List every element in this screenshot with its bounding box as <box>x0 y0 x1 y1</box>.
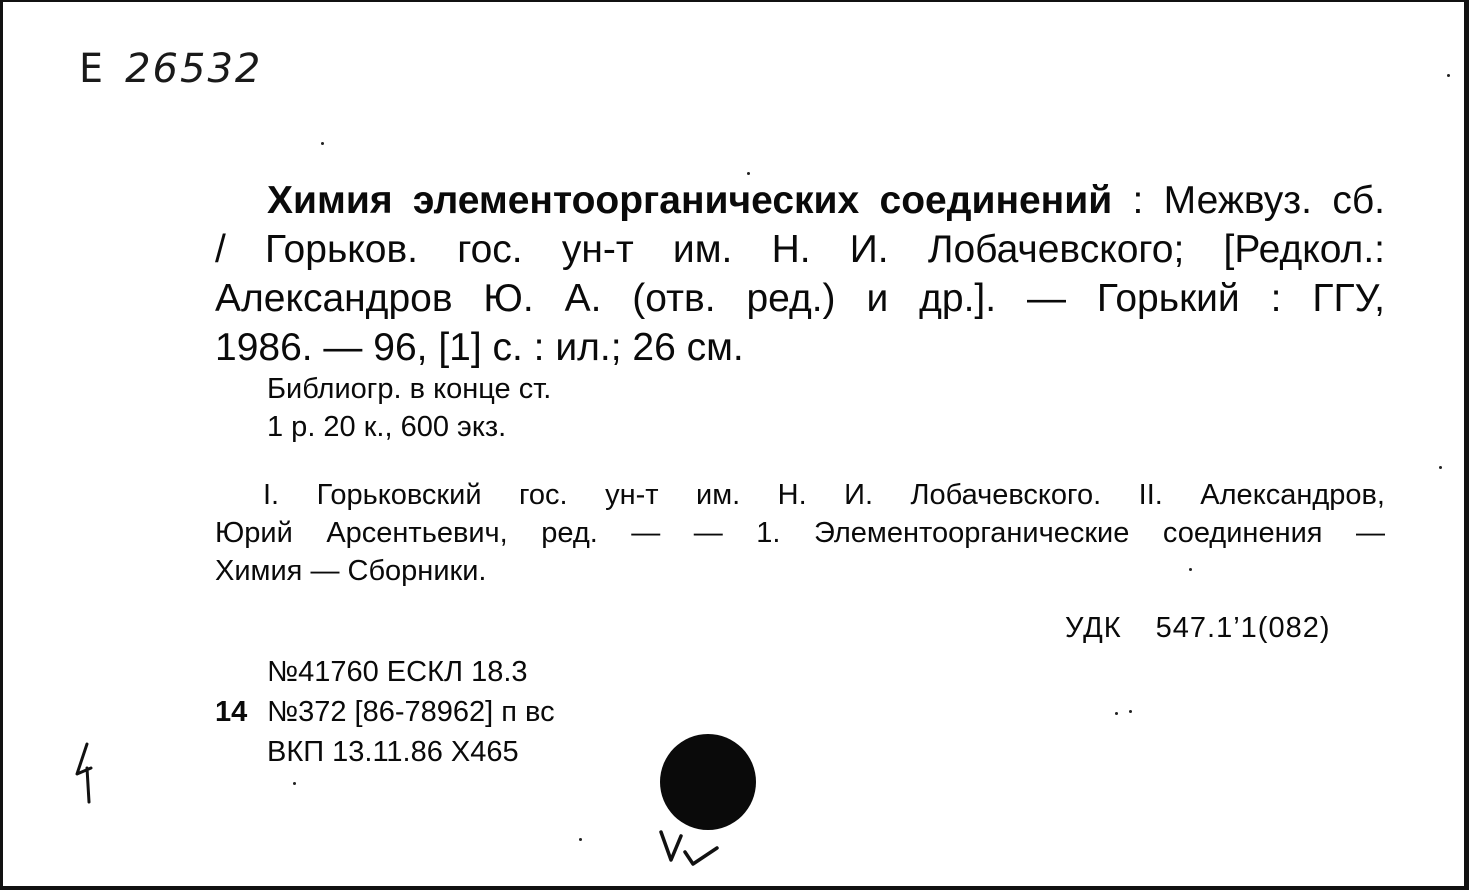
description-line-3: Александров Ю. А. (отв. ред.) и др.]. — Горький : ГГУ, <box>215 277 1385 320</box>
registry-text: ВКП 13.11.86 Х465 <box>267 736 519 768</box>
udc-code: 547.1’1(082) <box>1155 612 1331 644</box>
note-bibliography: Библиогр. в конце ст. <box>267 373 552 405</box>
catalog-stamp <box>79 46 262 92</box>
registry-prefix: 14 <box>215 696 248 728</box>
handwritten-mark <box>655 822 725 872</box>
description-line-4: 1986. — 96, [1] с. : ил.; 26 см. <box>215 326 744 369</box>
speck <box>1115 712 1118 715</box>
tracing-line-3: Химия — Сборники. <box>215 555 487 587</box>
note-price: 1 р. 20 к., 600 экз. <box>267 411 507 443</box>
description-line-2: / Горьков. гос. ун-т им. Н. И. Лобачевского; [Редкол.: <box>215 228 1385 271</box>
speck <box>321 142 324 145</box>
speck <box>293 782 296 785</box>
book-title: Химия элементоорганических соединений <box>267 179 1113 222</box>
speck <box>1439 466 1442 469</box>
stamp-letter: Е <box>79 46 106 92</box>
description-line-1-rest: : Межвуз. сб. <box>1112 179 1385 222</box>
tracing-line-2: Юрий Арсентьевич, ред. — — 1. Элементоорганические соединения — <box>215 517 1385 549</box>
registry-text: №41760 ЕСКЛ 18.3 <box>267 656 528 688</box>
speck <box>747 172 750 175</box>
stamp-number: 26532 <box>125 46 263 92</box>
udc-label: УДК <box>1065 612 1122 644</box>
registry-block <box>215 652 555 772</box>
registry-row <box>215 692 555 732</box>
bibliographic-description <box>215 176 1385 372</box>
speck <box>1447 74 1450 77</box>
punched-hole-mark <box>660 734 756 830</box>
registry-row <box>215 652 555 692</box>
speck <box>579 838 582 841</box>
notes-block <box>267 370 551 446</box>
registry-text: №372 [86-78962] п вс <box>267 696 555 728</box>
udc-classification <box>1065 612 1331 645</box>
tracing-line-1: I. Горьковский гос. ун-т им. Н. И. Лобачевского. II. Александров, <box>263 479 1385 511</box>
handwritten-margin-mark <box>65 740 105 806</box>
tracing-block <box>215 476 1385 590</box>
speck <box>1189 568 1192 571</box>
speck <box>1129 710 1132 713</box>
registry-row <box>215 732 555 772</box>
description-line-1 <box>215 176 1385 225</box>
